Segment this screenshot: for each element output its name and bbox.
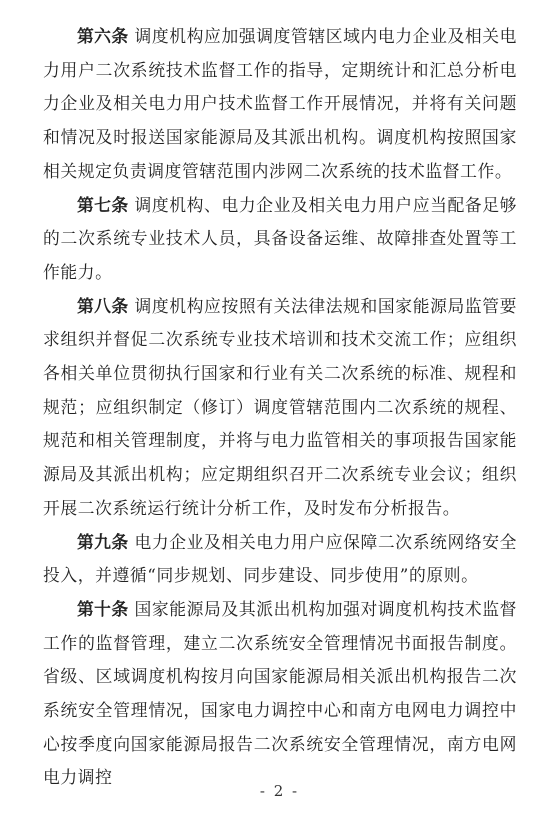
article-9-text: 电力企业及相关电力用户应保障二次系统网络安全投入，并遵循“同步规划、同步建设、同步使用”的原则。	[43, 531, 518, 586]
article-7-text: 调度机构、电力企业及相关电力用户应当配备足够的二次系统专业技术人员，具备设备运维、故障排查处置等工作能力。	[43, 194, 518, 282]
article-6-paragraph	[43, 20, 517, 189]
article-10-text: 国家能源局及其派出机构加强对调度机构技术监督工作的监督管理，建立二次系统安全管理情况书面报告制度。省级、区域调度机构按月向国家能源局相关派出机构报告二次系统安全管理情况，国家电力调控中心和南方电网电力调控中心按季度向国家能源局报告二次系统安全管理情况，南方电网电力调控	[43, 598, 518, 788]
document-body	[43, 20, 517, 795]
article-6-number: 第六条	[77, 26, 129, 46]
article-8-number: 第八条	[77, 295, 129, 316]
article-8-paragraph	[43, 290, 517, 526]
article-6-text: 调度机构应加强调度管辖区域内电力企业及相关电力用户二次系统技术监督工作的指导，定期统计和汇总分析电力企业及相关电力用户技术监督工作开展情况，并将有关问题和情况及时报送国家能源局及其派出机构。调度机构按照国家相关规定负责调度管辖范围内涉网二次系统的技术监督工作。	[43, 26, 518, 181]
article-10-number: 第十条	[77, 598, 129, 619]
article-9-number: 第九条	[77, 531, 129, 552]
article-8-text: 调度机构应按照有关法律法规和国家能源局监管要求组织并督促二次系统专业技术培训和技术交流工作；应组织各相关单位贯彻执行国家和行业有关二次系统的标准、规程和规范；应组织制定（修订）调度管辖范围内二次系统的规程、规范和相关管理制度，并将与电力监管相关的事项报告国家能源局及其派出机构；应定期组织召开二次系统专业会议；组织开展二次系统运行统计分析工作，及时发布分析报告。	[43, 295, 518, 518]
article-9-paragraph	[43, 526, 517, 593]
article-7-number: 第七条	[77, 194, 129, 215]
page-number: - 2 -	[259, 782, 300, 800]
article-10-paragraph	[43, 593, 517, 795]
article-7-paragraph	[43, 189, 517, 290]
